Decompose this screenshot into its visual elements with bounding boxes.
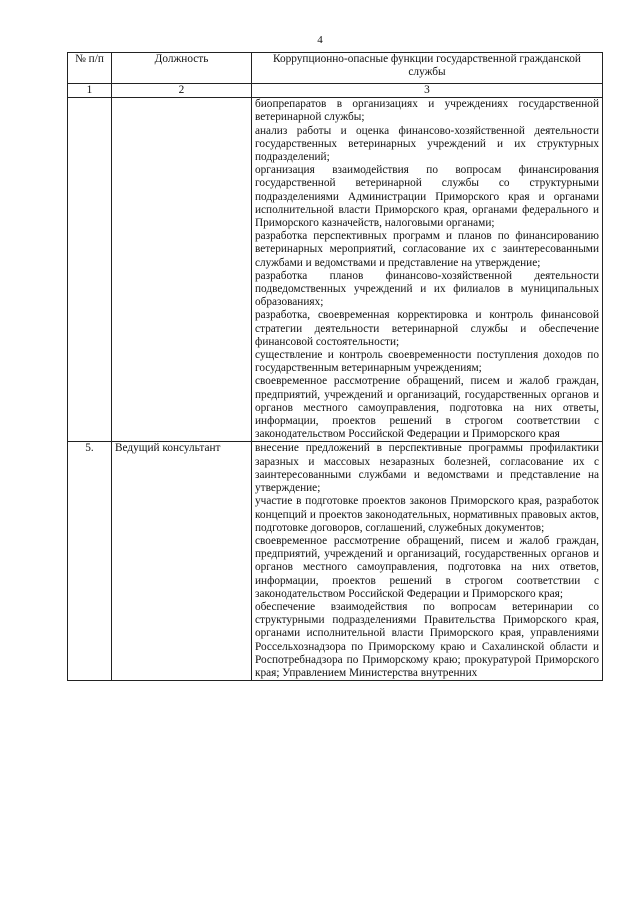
header-functions: Коррупционно-опасные функции государственной гражданской службы — [252, 53, 603, 84]
index-cell-2: 2 — [112, 84, 252, 98]
function-item: внесение предложений в перспективные программы профилактики заразных и массовых незаразных болезней, согласование их с заинтересованными службами и ведомствами и представление на утверждение; — [255, 442, 599, 495]
page-number: 4 — [317, 34, 323, 46]
function-item: разработка планов финансово-хозяйственной деятельности подведомственных учреждений и их филиалов в муниципальных образованиях; — [255, 269, 599, 309]
column-index-row — [68, 84, 603, 98]
function-item: разработка перспективных программ и планов по финансированию ветеринарных мероприятий, согласование их с заинтересованными службами и ведомствами и представление на утверждение; — [255, 230, 599, 269]
function-item: своевременное рассмотрение обращений, писем и жалоб граждан, предприятий, учреждений и организаций, государственных органов и органов местного самоуправления, подготовка на них ответы, информации, проектов решений в строгом соответствии с законодательством Российской Федерации и Приморского края — [255, 375, 599, 441]
table-row — [68, 442, 603, 681]
row-position — [112, 98, 252, 442]
index-cell-3: 3 — [252, 84, 603, 98]
index-cell-1: 1 — [68, 84, 112, 98]
function-item: участие в подготовке проектов законов Приморского края, разработок концепций и проектов законодательных, нормативных правовых актов, подготовке договоров, соглашений, служебных документов; — [255, 495, 599, 534]
row-functions — [252, 442, 603, 681]
table-header-row — [68, 53, 603, 84]
row-number — [68, 98, 112, 442]
function-item: анализ работы и оценка финансово-хозяйственной деятельности государственных ветеринарных учреждений и их структурных подразделений; — [255, 124, 599, 164]
row-number: 5. — [68, 442, 112, 681]
table-row — [68, 98, 603, 442]
function-item: биопрепаратов в организациях и учреждениях государственной ветеринарной службы; — [255, 98, 599, 124]
header-position: Должность — [112, 53, 252, 84]
function-item: своевременное рассмотрение обращений, писем и жалоб граждан, предприятий, учреждений и организаций, государственных органов и органов местного самоуправления, подготовка на них ответов, информации, проектов решений в строгом соответствии с законодательством Российской Федерации и Приморского края; — [255, 534, 599, 600]
function-item: существление и контроль своевременности поступления доходов по государственным ветеринарным учреждениям; — [255, 349, 599, 375]
function-item: организация взаимодействия по вопросам финансирования государственной ветеринарной службы со структурными подразделениями Администрации Приморского края и органами исполнительной власти Приморского края, органами федерального и Приморского казначейств, налоговыми органами; — [255, 164, 599, 230]
function-item: разработка, своевременная корректировка и контроль финансовой стратегии деятельности ветеринарной службы и обеспечение финансовой состоятельности; — [255, 309, 599, 348]
row-position: Ведущий консультант — [112, 442, 252, 681]
header-number: № п/п — [68, 53, 112, 84]
corruption-functions-table — [67, 52, 603, 681]
function-item: обеспечение взаимодействия по вопросам ветеринарии со структурными подразделениями Правительства Приморского края, органами исполнительной власти Приморского края, управлениями Россельхознадзора по Приморскому краю и Сахалинской области и Роспотребнадзора по Приморскому краю; прокуратурой Приморского края; Управлением Министерства внутренних — [255, 600, 599, 679]
row-functions — [252, 98, 603, 442]
